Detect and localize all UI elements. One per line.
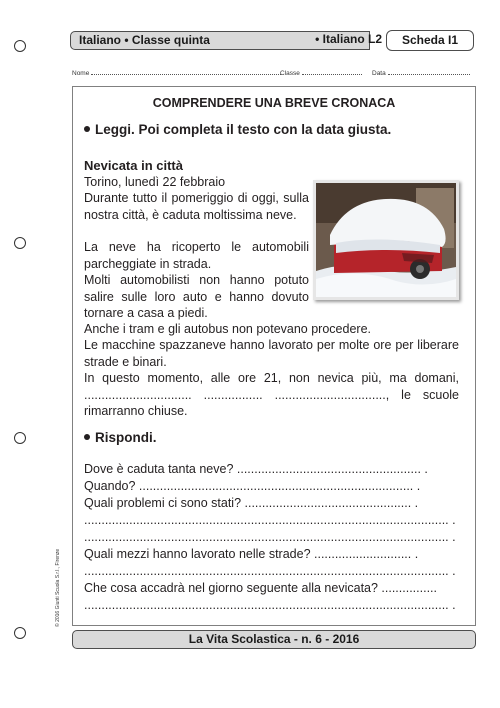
- question-line[interactable]: Quando? ............................................................................... .: [84, 479, 421, 493]
- answer-line[interactable]: ......................................................................................................... .: [84, 513, 456, 527]
- data-field[interactable]: Data: [372, 68, 470, 77]
- snow-car-photo: [313, 180, 459, 300]
- article-heading: Nevicata in città: [84, 158, 183, 173]
- article-paragraph-3: Molti automobilisti non hanno potuto salire sulle loro auto e hanno dovuto tornare a casa a piedi.: [84, 273, 309, 320]
- article-paragraph-4: Anche i tram e gli autobus non potevano procedere.: [84, 322, 371, 336]
- header-subject: Italiano • Classe quinta: [79, 33, 210, 47]
- instruction-read-text: Leggi. Poi completa il testo con la data giusta.: [95, 122, 392, 137]
- question-line[interactable]: Dove è caduta tanta neve? ..................................................... .: [84, 462, 428, 476]
- header-level: • Italiano L2: [315, 32, 382, 46]
- article-paragraph-2: La neve ha ricoperto le automobili parcheggiate in strada.: [84, 240, 309, 271]
- binder-hole: [14, 40, 26, 52]
- question-line[interactable]: Che cosa accadrà nel giorno seguente alla nevicata? ................: [84, 581, 437, 595]
- question-line[interactable]: Quali mezzi hanno lavorato nelle strade? ............................ .: [84, 547, 419, 561]
- scheda-label: Scheda I1: [386, 30, 474, 51]
- article-dateline: Torino, lunedì 22 febbraio: [84, 175, 226, 189]
- instruction-read: [84, 122, 391, 137]
- instruction-answer: [84, 430, 157, 445]
- answer-line[interactable]: ......................................................................................................... .: [84, 598, 456, 612]
- binder-hole: [14, 627, 26, 639]
- binder-hole: [14, 237, 26, 249]
- bullet-icon: [84, 126, 90, 132]
- article-paragraph-5: Le macchine spazzaneve hanno lavorato per molte ore per liberare strade e binari.: [84, 338, 459, 369]
- snow-car-illustration: [316, 183, 456, 297]
- article-paragraph-1: Durante tutto il pomeriggio di oggi, sulla nostra città, è caduta moltissima neve.: [84, 191, 309, 222]
- bullet-icon: [84, 434, 90, 440]
- instruction-answer-text: Rispondi.: [95, 430, 157, 445]
- answer-line[interactable]: ......................................................................................................... .: [84, 564, 456, 578]
- footer-publication: La Vita Scolastica - n. 6 - 2016: [72, 630, 476, 649]
- copyright-notice: © 2016 Giunti Scuola S.r.l., Firenze: [55, 548, 61, 627]
- article-paragraph-6: In questo momento, alle ore 21, non nevica più, ma domani, ............................... ................. ................................, le scuole rimarranno chiuse.: [84, 371, 459, 418]
- question-line[interactable]: Quali problemi ci sono stati? ................................................ .: [84, 496, 419, 510]
- header-level-tab: [300, 31, 390, 50]
- answer-line[interactable]: ......................................................................................................... .: [84, 530, 456, 544]
- classe-field[interactable]: Classe: [280, 68, 362, 77]
- binder-hole: [14, 432, 26, 444]
- nome-field[interactable]: Nome: [72, 68, 281, 77]
- page-title: COMPRENDERE UNA BREVE CRONACA: [152, 96, 396, 110]
